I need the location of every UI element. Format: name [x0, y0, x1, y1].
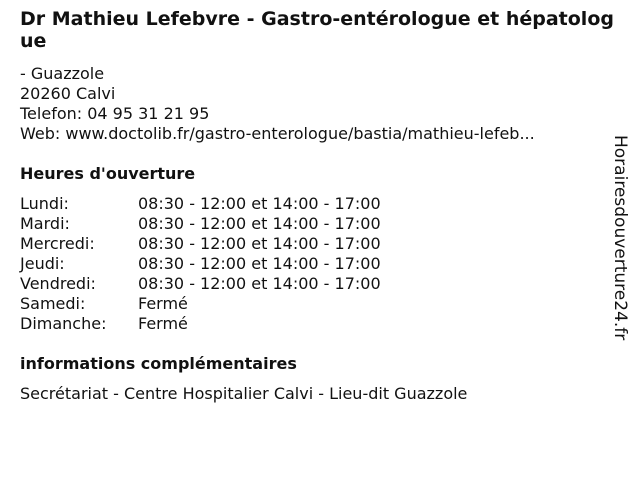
day-label: Mercredi:	[20, 234, 95, 253]
hours-row-monday	[20, 194, 615, 214]
hours-row-wednesday	[20, 234, 615, 254]
hours-row-friday	[20, 274, 615, 294]
site-watermark: Horairesdouverture24.fr	[610, 135, 630, 341]
hours-row-sunday	[20, 314, 615, 334]
hours-heading: Heures d'ouverture	[20, 164, 196, 183]
extra-info-heading: informations complémentaires	[20, 354, 297, 373]
hours-row-tuesday	[20, 214, 615, 234]
day-hours: Fermé	[138, 294, 188, 313]
day-label: Dimanche:	[20, 314, 107, 333]
day-label: Jeudi:	[20, 254, 65, 273]
web-link[interactable]: Web: www.doctolib.fr/gastro-enterologue/bastia/mathieu-lefeb...	[20, 124, 535, 143]
day-hours: 08:30 - 12:00 et 14:00 - 17:00	[138, 214, 381, 233]
day-hours: Fermé	[138, 314, 188, 333]
day-label: Samedi:	[20, 294, 86, 313]
day-label: Mardi:	[20, 214, 70, 233]
day-label: Vendredi:	[20, 274, 96, 293]
day-hours: 08:30 - 12:00 et 14:00 - 17:00	[138, 234, 381, 253]
hours-row-thursday	[20, 254, 615, 274]
hours-table	[20, 194, 615, 334]
hours-row-saturday	[20, 294, 615, 314]
contact-block	[20, 64, 615, 144]
doctor-title: Dr Mathieu Lefebvre - Gastro-entérologue et hépatologue	[20, 8, 614, 52]
phone-line[interactable]: Telefon: 04 95 31 21 95	[20, 104, 210, 123]
day-hours: 08:30 - 12:00 et 14:00 - 17:00	[138, 274, 381, 293]
day-hours: 08:30 - 12:00 et 14:00 - 17:00	[138, 254, 381, 273]
listing-content	[20, 8, 615, 404]
postal-city: 20260 Calvi	[20, 84, 116, 103]
day-hours: 08:30 - 12:00 et 14:00 - 17:00	[138, 194, 381, 213]
day-label: Lundi:	[20, 194, 69, 213]
extra-info-text: Secrétariat - Centre Hospitalier Calvi - Lieu-dit Guazzole	[20, 384, 468, 403]
address-line: - Guazzole	[20, 64, 105, 83]
